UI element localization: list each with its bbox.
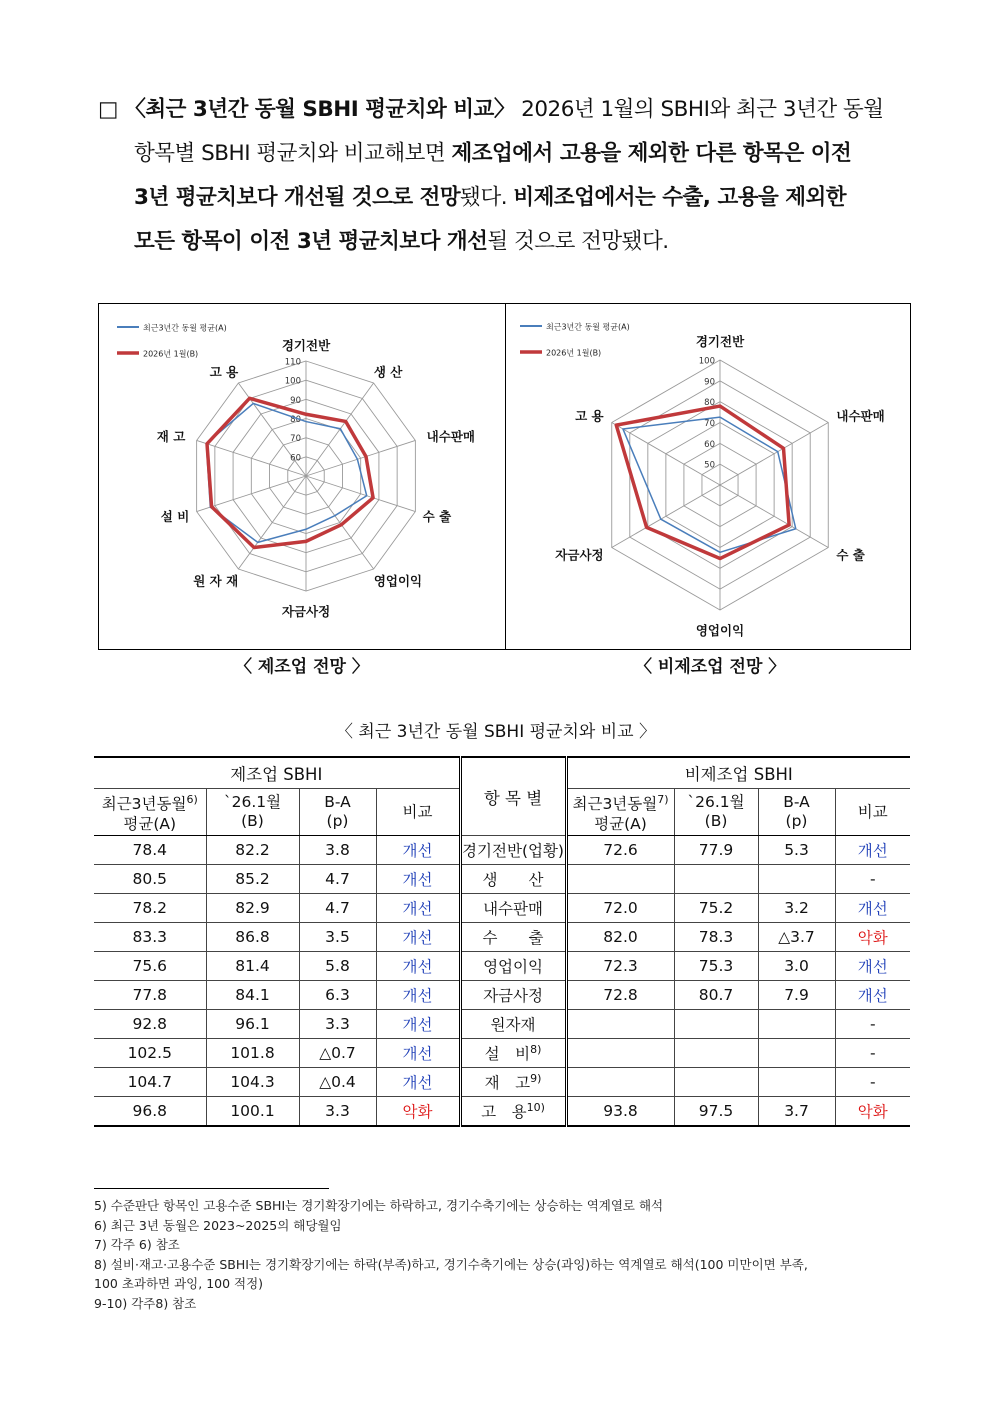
intro-emphasis: 제조업에서 고용을 제외한 다른 항목은 이전	[451, 141, 852, 166]
mfg-cell: 개선	[376, 981, 460, 1010]
nonmfg-cell	[566, 865, 674, 894]
mfg-cell: 5.8	[299, 952, 376, 981]
sbhi-comparison-table	[94, 756, 910, 1127]
nonmfg-jan-header: `26.1월 (B)	[674, 789, 758, 836]
nonmfg-cell	[758, 1039, 835, 1068]
item-label: 영업이익	[460, 952, 566, 981]
nonmfg-cell: 3.2	[758, 894, 835, 923]
nonmanufacturing-group-header: 비제조업 SBHI	[566, 757, 910, 789]
intro-line-2	[98, 132, 904, 176]
item-label: 설 비$^{8)}$	[460, 1039, 566, 1068]
category-label: 경기전반	[281, 338, 331, 353]
mfg-cell: 3.3	[299, 1097, 376, 1127]
nonmfg-cell: 3.0	[758, 952, 835, 981]
nonmfg-cell: -	[835, 865, 910, 894]
nonmfg-cell: 72.3	[566, 952, 674, 981]
intro-line-4	[98, 220, 904, 264]
nonmfg-cell: 72.8	[566, 981, 674, 1010]
item-label: 생 산	[460, 865, 566, 894]
mfg-cell: 4.7	[299, 894, 376, 923]
mfg-cell: 85.2	[206, 865, 299, 894]
category-label: 설 비	[160, 508, 190, 524]
category-label: 고 용	[209, 364, 239, 380]
nonmfg-cell: 97.5	[674, 1097, 758, 1127]
table-row	[94, 923, 910, 952]
footnote: 9-10) 각주8) 참조	[94, 1295, 197, 1311]
category-label: 영업이익	[373, 573, 423, 589]
table-row	[94, 836, 910, 865]
mfg-cell: △0.7	[299, 1039, 376, 1068]
table-row	[94, 981, 910, 1010]
mfg-cell: 101.8	[206, 1039, 299, 1068]
mfg-cell: 82.9	[206, 894, 299, 923]
footnote: 8) 설비·재고·고용수준 SBHI는 경기확장기에는 하락(부족)하고, 경기수축기에는 상승(과잉)하는 역계열로 해석(100 미만이면 부족,	[94, 1256, 808, 1272]
category-label: 내수판매	[426, 429, 475, 445]
category-label: 내수판매	[836, 408, 885, 424]
intro-line-1	[98, 88, 904, 132]
category-label: 고 용	[575, 408, 604, 424]
mfg-cell: 개선	[376, 1068, 460, 1097]
table-row	[94, 1068, 910, 1097]
mfg-cell: 102.5	[94, 1039, 206, 1068]
nonmfg-cell: 7.9	[758, 981, 835, 1010]
mfg-cell: 개선	[376, 952, 460, 981]
item-label: 고 용$^{10)}$	[460, 1097, 566, 1127]
nonmfg-cell: 3.7	[758, 1097, 835, 1127]
tick-label: 90	[290, 395, 301, 406]
nonmfg-cell	[566, 1039, 674, 1068]
intro-emphasis: 3년 평균치보다 개선될 것으로 전망	[134, 185, 461, 210]
nonmfg-cell: 72.0	[566, 894, 674, 923]
nonmfg-cell	[674, 865, 758, 894]
nonmfg-cell: 개선	[835, 952, 910, 981]
item-label: 내수판매	[460, 894, 566, 923]
intro-text: 2026년 1월의 SBHI와 최근 3년간 동월	[514, 97, 884, 122]
mfg-cell: 악화	[376, 1097, 460, 1127]
item-label: 경기전반(업황)	[460, 836, 566, 865]
nonmfg-cell: -	[835, 1010, 910, 1039]
nonmfg-cell: -	[835, 1039, 910, 1068]
nonmfg-diff-header: B-A (p)	[758, 789, 835, 836]
mfg-avg-header: 최근3년동월$^{6)}$ 평균(A)	[94, 789, 206, 836]
nonmfg-cell: 개선	[835, 981, 910, 1010]
tick-label: 60	[290, 453, 301, 464]
nonmfg-cell: 악화	[835, 923, 910, 952]
category-label: 수 출	[836, 547, 865, 563]
mfg-cell: △0.4	[299, 1068, 376, 1097]
mfg-cell: 개선	[376, 923, 460, 952]
category-label: 재 고	[156, 429, 186, 445]
tick-label: 100	[284, 376, 301, 387]
mfg-cell: 개선	[376, 865, 460, 894]
mfg-cell: 80.5	[94, 865, 206, 894]
mfg-cell: 92.8	[94, 1010, 206, 1039]
intro-text: 될 것으로 전망됐다.	[487, 229, 669, 254]
series-b-line	[616, 406, 789, 559]
mfg-cell: 84.1	[206, 981, 299, 1010]
tick-label: 80	[704, 398, 715, 409]
nonmfg-cell	[758, 1068, 835, 1097]
mfg-cell: 77.8	[94, 981, 206, 1010]
grid-spoke	[306, 476, 374, 569]
mfg-cell: 3.5	[299, 923, 376, 952]
nonmfg-cell	[566, 1010, 674, 1039]
nonmfg-cell: 72.6	[566, 836, 674, 865]
footnote: 5) 수준판단 항목인 고용수준 SBHI는 경기확장기에는 하락하고, 경기수축기에는 상승하는 역계열로 해석	[94, 1198, 664, 1213]
legend-label-a: 최근3년간 동월 평균(A)	[143, 323, 227, 333]
mfg-cell: 100.1	[206, 1097, 299, 1127]
manufacturing-caption: 〈 제조업 전망 〉	[235, 657, 369, 677]
item-label: 재 고$^{9)}$	[460, 1068, 566, 1097]
mfg-cell: 개선	[376, 836, 460, 865]
mfg-cell: 96.8	[94, 1097, 206, 1127]
nonmanufacturing-caption: 〈 비제조업 전망 〉	[635, 657, 786, 677]
intro-text: 항목별 SBHI 평균치와 비교해보면	[134, 141, 452, 166]
tick-label: 60	[704, 439, 715, 450]
category-label: 영업이익	[695, 623, 745, 638]
table-row	[94, 1097, 910, 1127]
table-title: 〈 최근 3년간 동월 SBHI 평균치와 비교 〉	[336, 722, 656, 742]
nonmfg-avg-header: 최근3년동월$^{7)}$ 평균(A)	[566, 789, 674, 836]
nonmfg-cell	[566, 1068, 674, 1097]
nonmfg-cell: △3.7	[758, 923, 835, 952]
tick-label: 110	[284, 357, 301, 368]
mfg-cell: 75.6	[94, 952, 206, 981]
mfg-cell: 78.2	[94, 894, 206, 923]
mfg-cell: 96.1	[206, 1010, 299, 1039]
nonmfg-cell: 82.0	[566, 923, 674, 952]
footnote: 100 초과하면 과잉, 100 적정)	[94, 1276, 264, 1291]
mfg-cell: 개선	[376, 1010, 460, 1039]
intro-paragraph	[98, 88, 904, 264]
item-label: 자금사정	[460, 981, 566, 1010]
mfg-cell: 3.3	[299, 1010, 376, 1039]
mfg-cell: 3.8	[299, 836, 376, 865]
nonmfg-cell: 75.2	[674, 894, 758, 923]
nonmfg-cell: 악화	[835, 1097, 910, 1127]
manufacturing-group-header: 제조업 SBHI	[94, 757, 460, 789]
nonmfg-cell	[674, 1039, 758, 1068]
mfg-cell: 86.8	[206, 923, 299, 952]
nonmfg-compare-header: 비교	[835, 789, 910, 836]
nonmfg-cell: 93.8	[566, 1097, 674, 1127]
item-label: 수 출	[460, 923, 566, 952]
category-label: 생 산	[373, 364, 403, 380]
grid-spoke	[306, 383, 374, 476]
nonmanufacturing-radar-chart	[506, 304, 912, 649]
tick-label: 70	[704, 419, 715, 429]
manufacturing-radar-chart	[99, 304, 505, 649]
nonmfg-cell: 77.9	[674, 836, 758, 865]
nonmfg-cell: 개선	[835, 836, 910, 865]
footnotes	[94, 1196, 904, 1313]
item-header: 항 목 별	[460, 757, 566, 836]
nonmfg-cell	[758, 1010, 835, 1039]
tick-label: 90	[704, 377, 715, 388]
table-row	[94, 865, 910, 894]
footnote: 6) 최근 3년 동월은 2023~2025의 해당월임	[94, 1217, 342, 1233]
category-label: 수 출	[422, 508, 452, 524]
mfg-diff-header: B-A (p)	[299, 789, 376, 836]
tick-label: 80	[290, 415, 301, 425]
tick-label: 50	[704, 460, 715, 471]
bullet-box-icon: □	[98, 97, 118, 122]
table-row	[94, 1039, 910, 1068]
radar-charts-frame	[98, 303, 911, 650]
nonmfg-cell	[674, 1010, 758, 1039]
mfg-cell: 81.4	[206, 952, 299, 981]
nonmfg-cell: 5.3	[758, 836, 835, 865]
mfg-cell: 개선	[376, 1039, 460, 1068]
mfg-cell: 104.3	[206, 1068, 299, 1097]
mfg-cell: 82.2	[206, 836, 299, 865]
nonmfg-cell: 75.3	[674, 952, 758, 981]
nonmfg-cell: 78.3	[674, 923, 758, 952]
legend-label-b: 2026년 1월(B)	[143, 349, 199, 359]
mfg-compare-header: 비교	[376, 789, 460, 836]
item-label: 원자재	[460, 1010, 566, 1039]
tick-label: 100	[698, 356, 715, 367]
mfg-jan-header: `26.1월 (B)	[206, 789, 299, 836]
footnote: 7) 각주 6) 참조	[94, 1237, 180, 1252]
nonmfg-cell: 개선	[835, 894, 910, 923]
table-row	[94, 952, 910, 981]
nonmfg-cell: -	[835, 1068, 910, 1097]
mfg-cell: 개선	[376, 894, 460, 923]
mfg-cell: 83.3	[94, 923, 206, 952]
intro-text: 됐다.	[460, 185, 514, 210]
intro-emphasis: 비제조업에서는 수출, 고용을 제외한	[513, 185, 847, 210]
legend-label-a: 최근3년간 동월 평균(A)	[546, 322, 630, 332]
nonmfg-cell	[758, 865, 835, 894]
mfg-cell: 6.3	[299, 981, 376, 1010]
category-label: 경기전반	[695, 334, 745, 349]
category-label: 자금사정	[281, 604, 331, 619]
mfg-cell: 4.7	[299, 865, 376, 894]
grid-spoke	[238, 476, 306, 569]
mfg-cell: 104.7	[94, 1068, 206, 1097]
table-row	[94, 1010, 910, 1039]
footnote-divider	[94, 1188, 329, 1189]
category-label: 원 자 재	[193, 573, 239, 589]
category-label: 자금사정	[555, 547, 604, 563]
nonmfg-cell: 80.7	[674, 981, 758, 1010]
legend-label-b: 2026년 1월(B)	[546, 348, 602, 358]
intro-line-3	[98, 176, 904, 220]
intro-emphasis: 모든 항목이 이전 3년 평균치보다 개선	[134, 229, 488, 254]
mfg-cell: 78.4	[94, 836, 206, 865]
nonmfg-cell	[674, 1068, 758, 1097]
intro-heading: 〈최근 3년간 동월 SBHI 평균치와 비교〉	[124, 97, 515, 122]
tick-label: 70	[290, 434, 301, 445]
table-row	[94, 894, 910, 923]
